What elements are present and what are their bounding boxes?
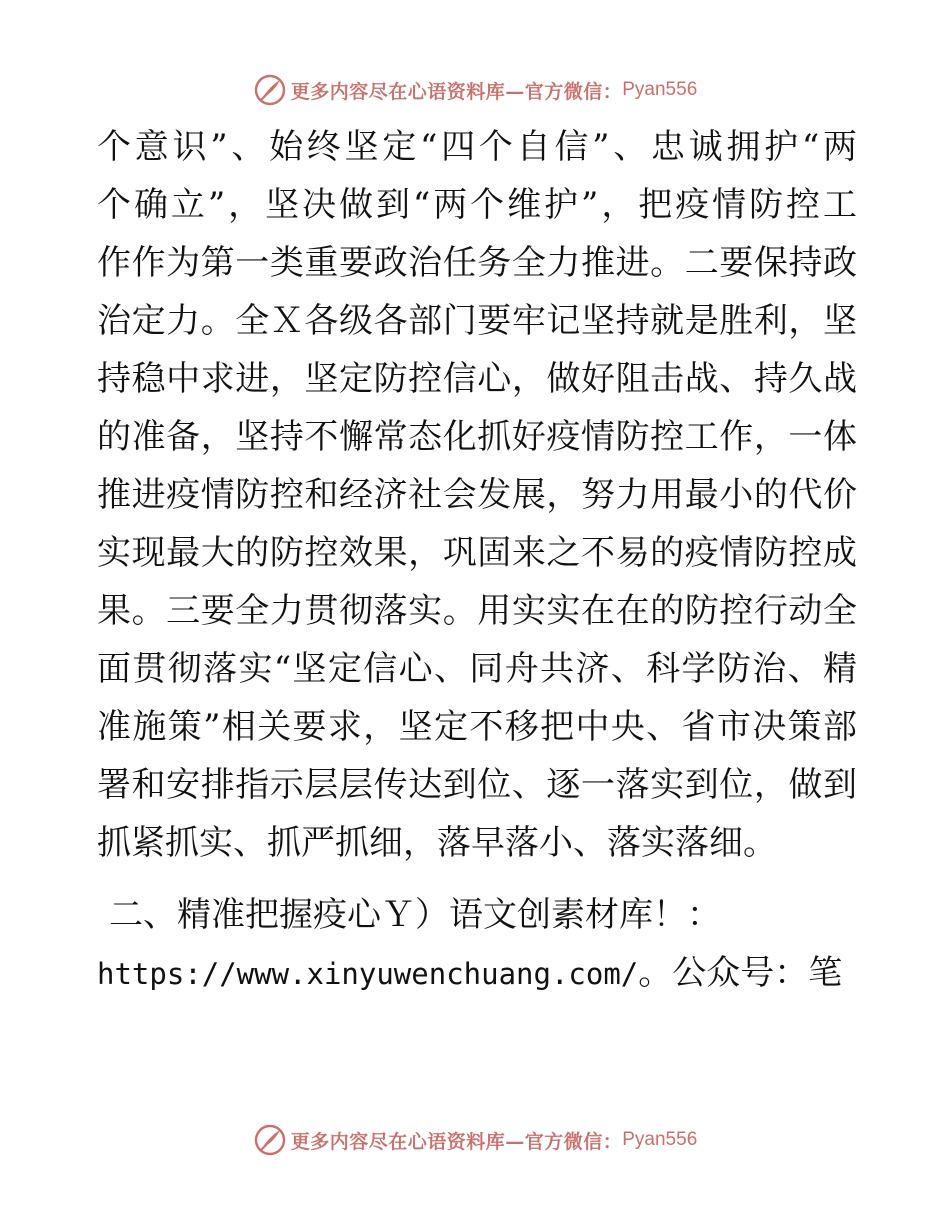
- section-heading: 二、精准把握疫心Ｙ）语文创素材库！：: [109, 895, 721, 935]
- paragraph-line: 面贯彻落实“坚定信心、同舟共济、科学防治、精: [97, 649, 857, 689]
- watermark-banner-bottom: [0, 1122, 950, 1158]
- paragraph-line: 实现最大的防控效果，巩固来之不易的疫情防控成: [97, 533, 857, 573]
- paragraph-line: 准施策”相关要求，坚定不移把中央、省市决策部: [97, 707, 857, 747]
- paragraph-line: 果。三要全力贯彻落实。用实实在在的防控行动全: [97, 591, 857, 631]
- quill-logo-icon: [253, 1123, 287, 1157]
- url-suffix: 。公众号：笔: [638, 953, 843, 993]
- watermark-text: 更多内容尽在心语资料库—官方微信：: [290, 80, 623, 103]
- watermark-wechat-id: Pyan556: [622, 79, 698, 100]
- paragraph-line: 推进疫情防控和经济社会发展，努力用最小的代价: [97, 475, 857, 515]
- paragraph-line: 作作为第一类重要政治任务全力推进。二要保持政: [97, 243, 857, 283]
- website-link[interactable]: https://www.xinyuwenchuang.com/: [97, 957, 639, 991]
- paragraph-line: 持稳中求进，坚定防控信心，做好阻击战、持久战: [97, 359, 857, 399]
- paragraph-line: 的准备，坚持不懈常态化抓好疫情防控工作，一体: [97, 417, 857, 457]
- watermark-banner-top: [0, 72, 950, 108]
- watermark-wechat-id: Pyan556: [622, 1129, 698, 1150]
- paragraph-line: 个确立”，坚决做到“两个维护”，把疫情防控工: [97, 185, 857, 225]
- quill-logo-icon: [253, 73, 287, 107]
- watermark-text: 更多内容尽在心语资料库—官方微信：: [290, 1130, 623, 1153]
- paragraph-line: 署和安排指示层层传达到位、逐一落实到位，做到: [97, 765, 857, 805]
- paragraph-line: 治定力。全Ｘ各级各部门要牢记坚持就是胜利，坚: [97, 301, 857, 341]
- paragraph-line: 个意识”、始终坚定“四个自信”、忠诚拥护“两: [97, 127, 857, 167]
- document-body: [97, 118, 857, 1002]
- url-line: [97, 944, 857, 1002]
- paragraph-line: 抓紧抓实、抓严抓细，落早落小、落实落细。: [97, 823, 777, 863]
